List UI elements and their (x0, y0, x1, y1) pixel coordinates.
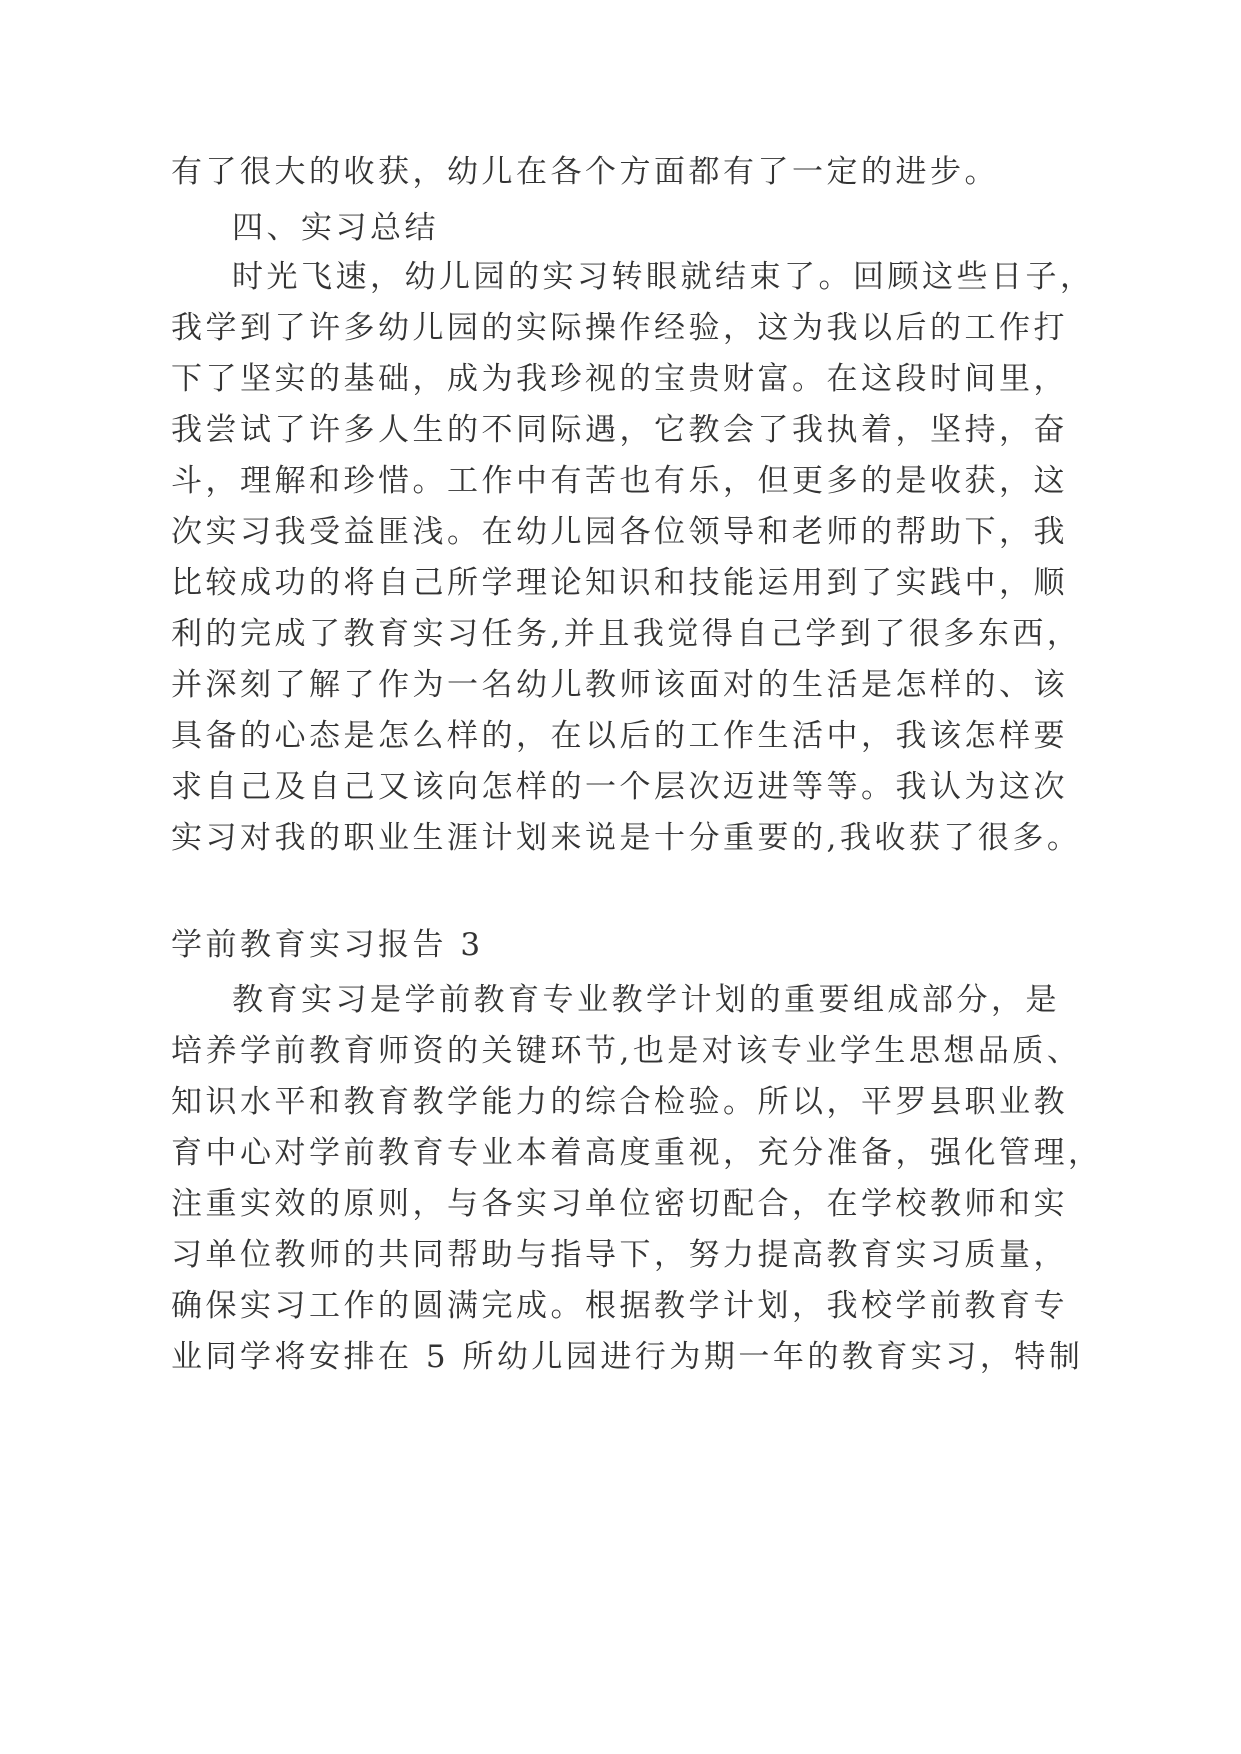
text-line: 求自己及自己又该向怎样的一个层次迈进等等。我认为这次 (171, 769, 1068, 805)
text-line: 培养学前教育师资的关键环节,也是对该专业学生思想品质、 (171, 1033, 1082, 1069)
text-line: 有了很大的收获，幼儿在各个方面都有了一定的进步。 (171, 154, 999, 190)
text-line: 时光飞速，幼儿园的实习转眼就结束了。回顾这些日子， (232, 259, 1095, 295)
section-heading: 四、实习总结 (232, 210, 439, 246)
text-line: 注重实效的原则，与各实习单位密切配合，在学校教师和实 (171, 1186, 1068, 1222)
text-line: 习单位教师的共同帮助与指导下，努力提高教育实习质量， (171, 1237, 1068, 1273)
text-line: 我尝试了许多人生的不同际遇，它教会了我执着，坚持，奋 (171, 412, 1068, 448)
text-line: 知识水平和教育教学能力的综合检验。所以，平罗县职业教 (171, 1084, 1068, 1120)
text-line: 斗，理解和珍惜。工作中有苦也有乐，但更多的是收获，这 (171, 463, 1068, 499)
text-line: 下了坚实的基础，成为我珍视的宝贵财富。在这段时间里， (171, 361, 1068, 397)
text-line: 业同学将安排在 5 所幼儿园进行为期一年的教育实习，特制 (171, 1339, 1084, 1375)
section-title: 学前教育实习报告 3 (171, 927, 484, 963)
text-line: 实习对我的职业生涯计划来说是十分重要的,我收获了很多。 (171, 820, 1082, 856)
text-line: 确保实习工作的圆满完成。根据教学计划，我校学前教育专 (171, 1288, 1068, 1324)
text-line: 育中心对学前教育专业本着高度重视，充分准备，强化管理， (171, 1135, 1103, 1171)
text-line: 并深刻了解了作为一名幼儿教师该面对的生活是怎样的、该 (171, 667, 1068, 703)
text-line: 教育实习是学前教育专业教学计划的重要组成部分，是 (232, 982, 1060, 1018)
text-line: 我学到了许多幼儿园的实际操作经验，这为我以后的工作打 (171, 310, 1068, 346)
text-line: 利的完成了教育实习任务,并且我觉得自己学到了很多东西， (171, 616, 1082, 652)
text-line: 具备的心态是怎么样的，在以后的工作生活中，我该怎样要 (171, 718, 1068, 754)
text-line: 次实习我受益匪浅。在幼儿园各位领导和老师的帮助下，我 (171, 514, 1068, 550)
text-line: 比较成功的将自己所学理论知识和技能运用到了实践中，顺 (171, 565, 1068, 601)
